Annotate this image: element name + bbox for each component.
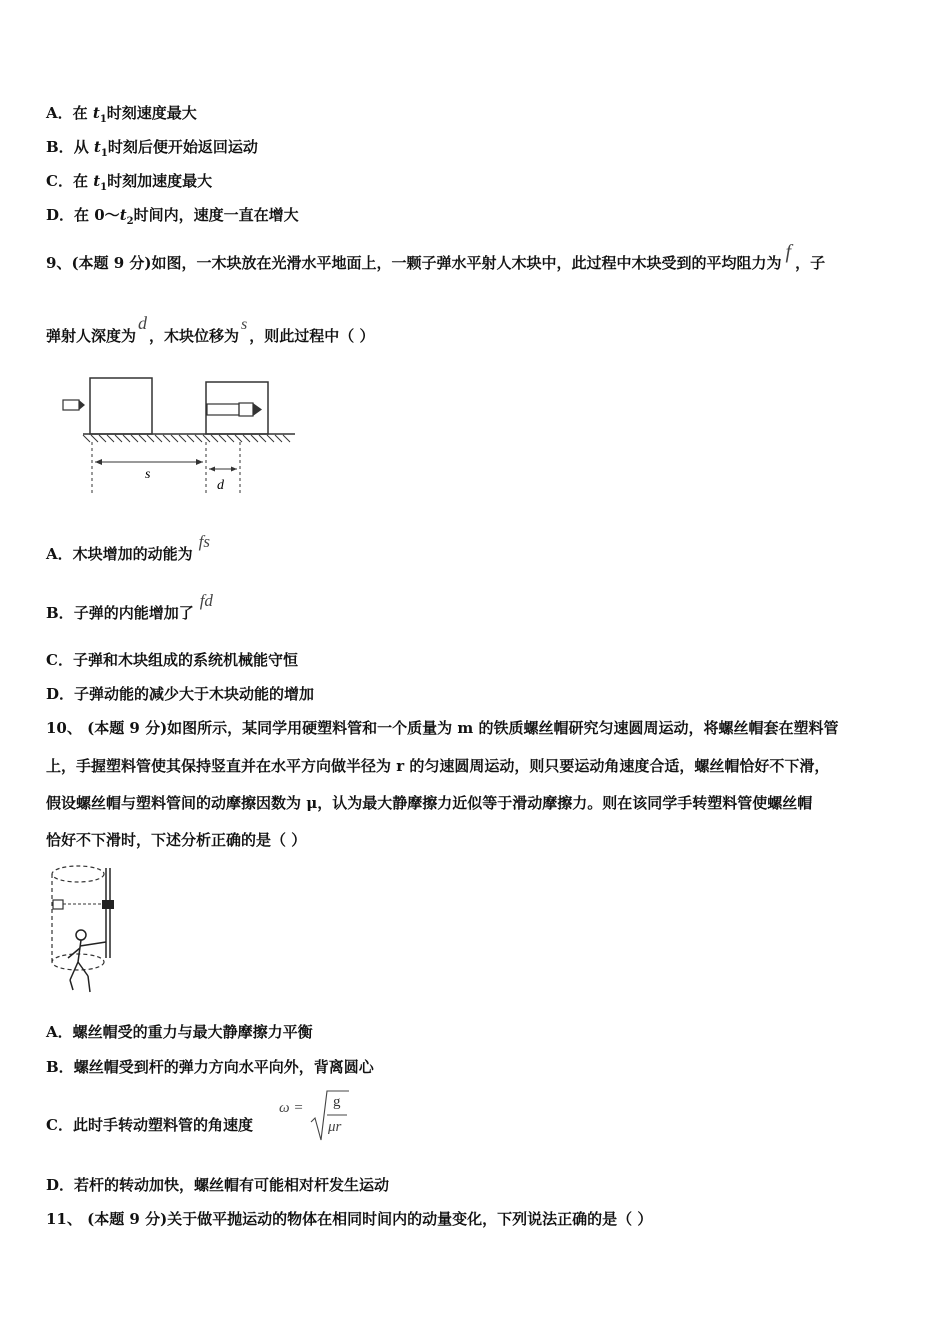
nut — [102, 900, 114, 909]
bullet-left — [63, 400, 79, 410]
q8-option-d: D．在 $0\sim t_2$时间内，速度一直在增大 — [46, 206, 299, 227]
label-d: d — [217, 478, 224, 493]
q10-formula: ω = g μr — [279, 1088, 351, 1142]
q9-option-b: B．子弹的内能增加了fd — [46, 591, 213, 622]
q8-option-b: B．从 $t_1$时刻后便开始返回运动 — [46, 138, 258, 159]
q9-option-c: C．子弹和木块组成的系统机械能守恒 — [46, 651, 298, 669]
q10-option-d: D．若杆的转动加快，螺丝帽有可能相对杆发生运动 — [46, 1176, 390, 1194]
block-left — [90, 378, 152, 434]
q8-option-c: C．在 $t_1$时刻加速度最大 — [46, 172, 213, 193]
q9-option-a: A．木块增加的动能为fs — [46, 532, 210, 563]
q10-figure — [48, 862, 120, 998]
q10-stem-line1: 10、 (本题 9 分)如图所示，某同学用硬塑料管和一个质量为 m 的铁质螺丝帽研究匀速圆周运动，将螺丝帽套在塑料管 — [46, 719, 839, 737]
q10-option-b: B．螺丝帽受到杆的弹力方向水平向外，背离圆心 — [46, 1058, 374, 1076]
q9-figure — [55, 368, 305, 500]
q10-option-a: A．螺丝帽受的重力与最大静摩擦力平衡 — [46, 1023, 313, 1041]
q9-option-d: D．子弹动能的减少大于木块动能的增加 — [46, 685, 315, 703]
q9-stem-line2: 弹射人深度为d，木块位移为s，则此过程中（ ） — [46, 313, 375, 345]
q10-stem-line3: 假设螺丝帽与塑料管间的动摩擦因数为 μ，认为最大静摩擦力近似等于滑动摩擦力。则在该同学手转塑料管使螺丝帽 — [46, 794, 813, 812]
q9-stem-line1: 9、(本题 9 分)如图，一木块放在光滑水平地面上，一颗子弹水平射人木块中，此过程中木块受到的平均阻力为 f ，子 — [46, 241, 826, 272]
label-s: s — [145, 467, 151, 482]
q11-stem: 11、 (本题 9 分)关于做平抛运动的物体在相同时间内的动量变化，下列说法正确的是（ ） — [46, 1210, 653, 1228]
q8-option-a: A．在 $t_1$时刻速度最大 — [46, 104, 197, 125]
q10-stem-line2: 上，手握塑料管使其保持竖直并在水平方向做半径为 r 的匀速圆周运动，则只要运动角速度合适，螺丝帽恰好不下滑， — [46, 757, 830, 775]
q10-stem-line4: 恰好不下滑时，下述分析正确的是（ ） — [46, 831, 307, 849]
q10-option-c: C．此时手转动塑料管的角速度 — [46, 1116, 253, 1134]
